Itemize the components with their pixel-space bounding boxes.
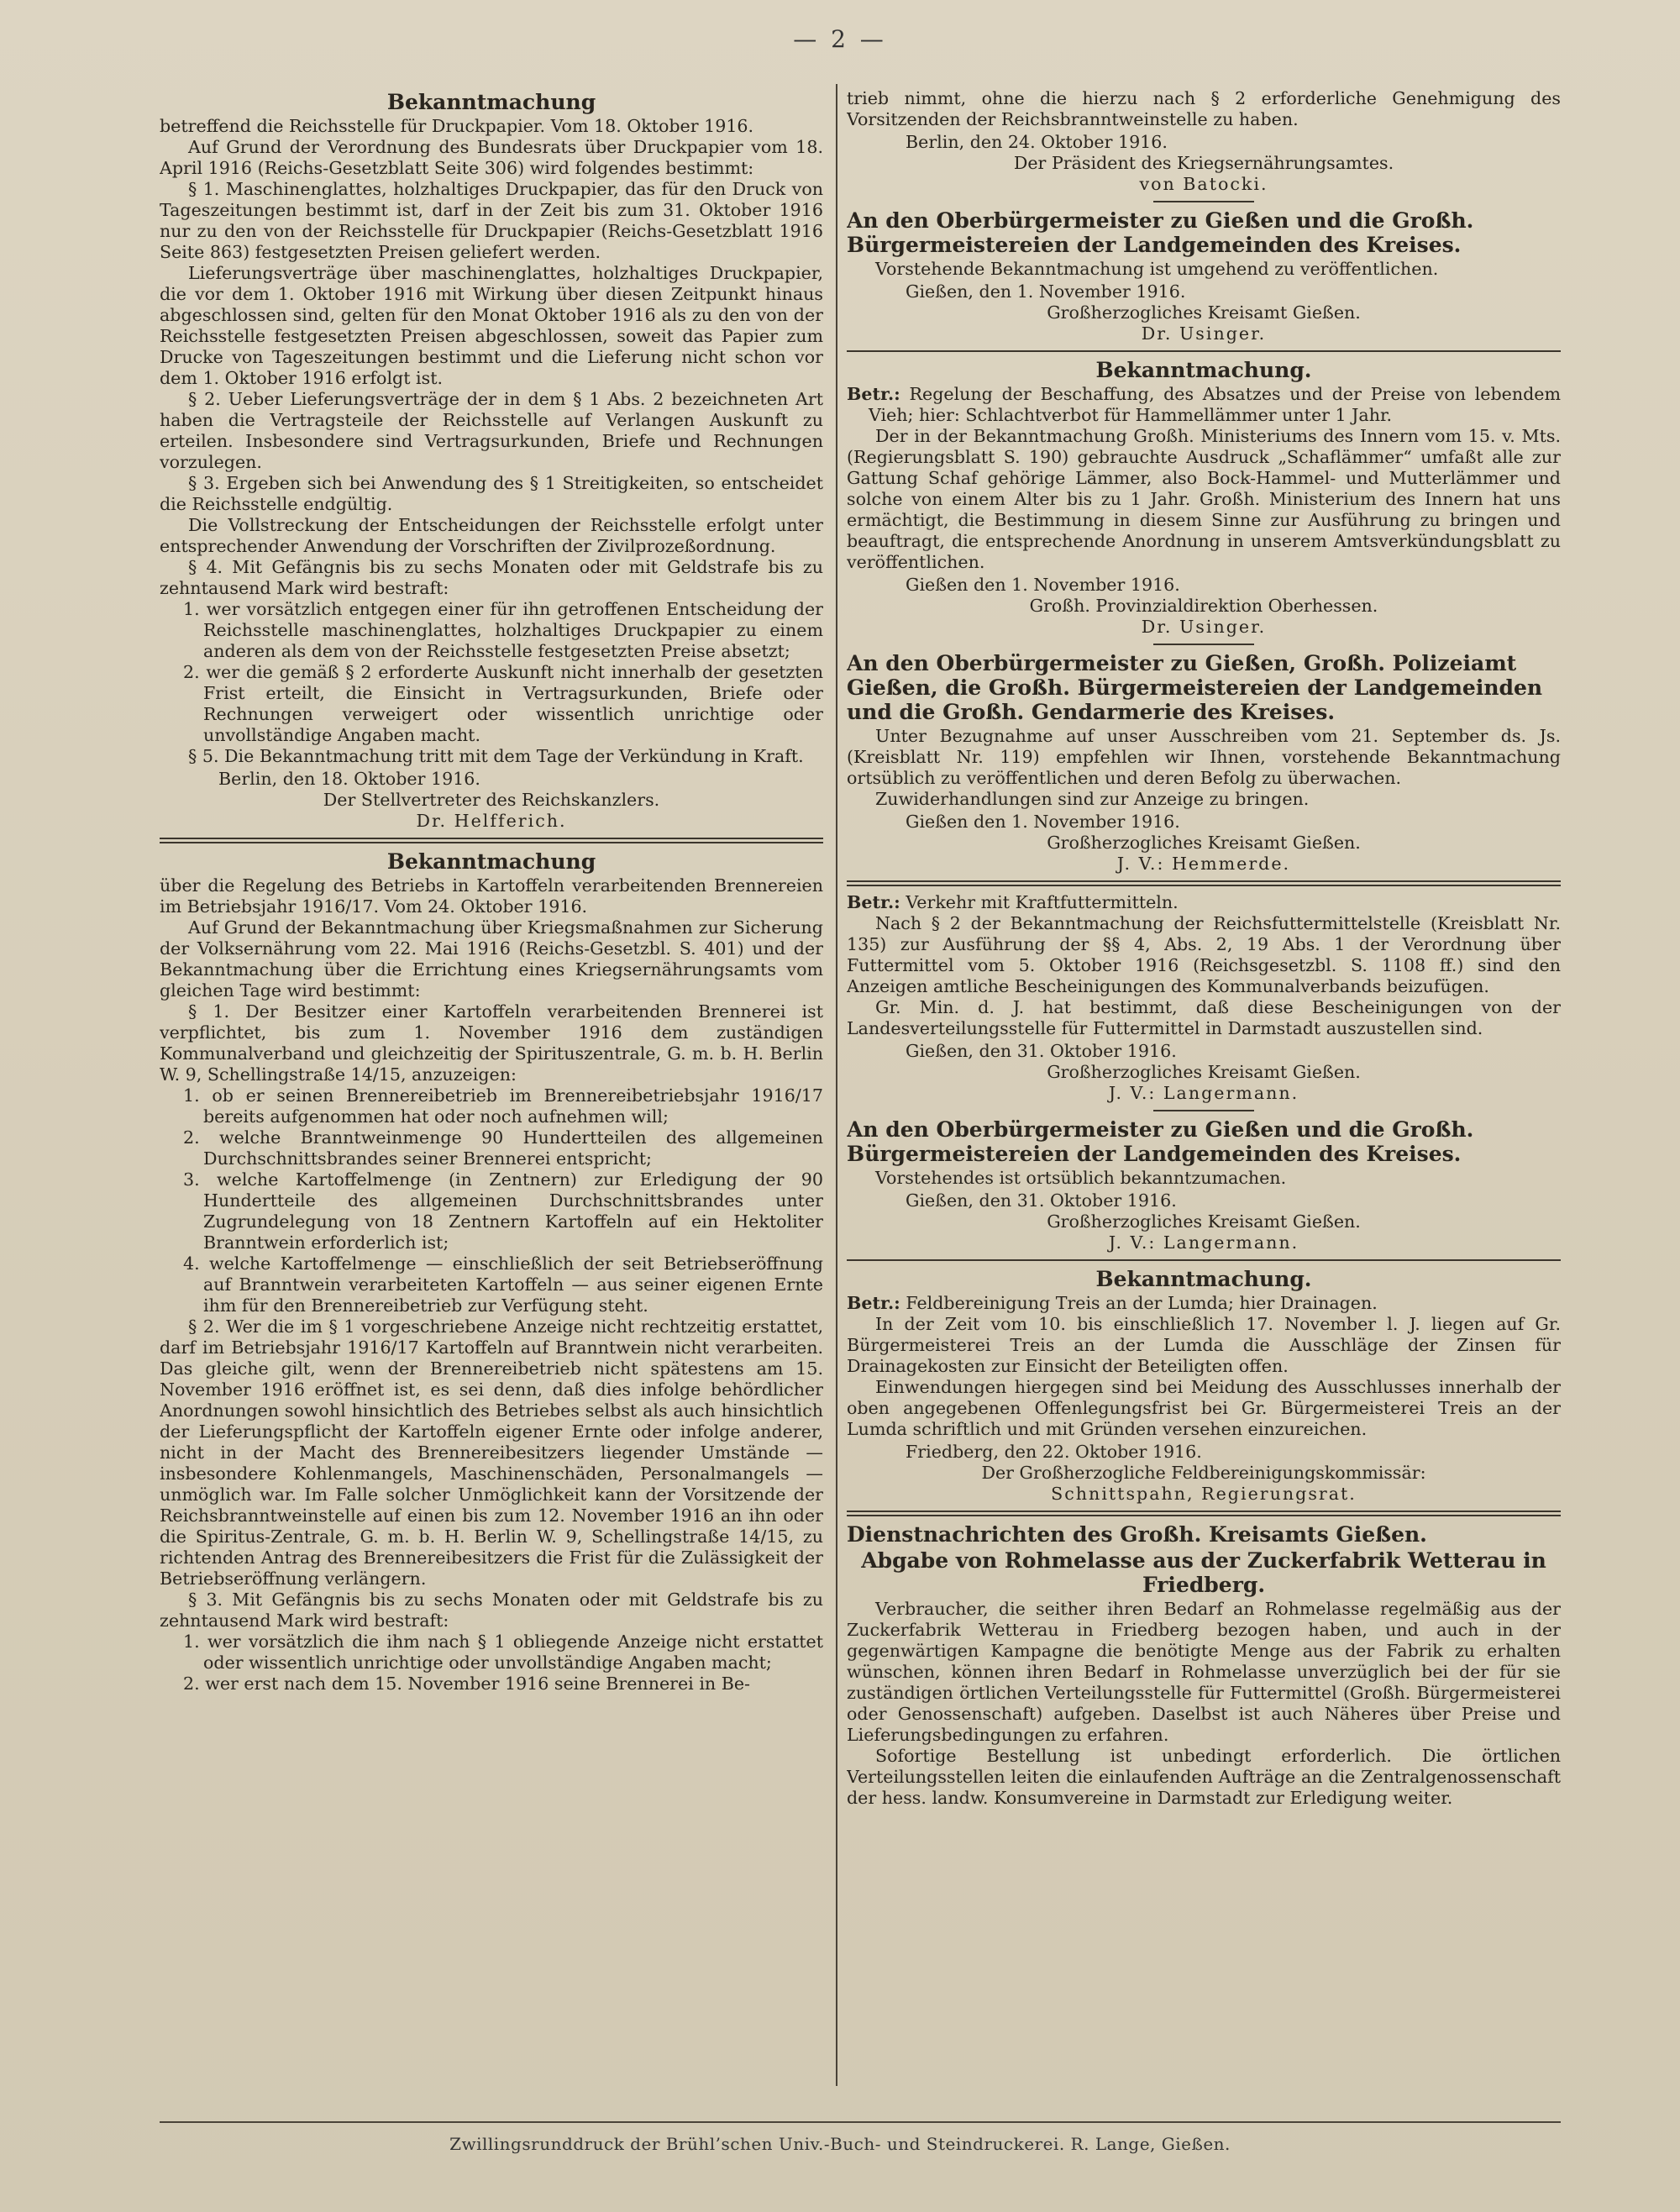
- right-column: [847, 88, 1561, 2090]
- notice-subtitle: betreffend die Reichsstelle für Druckpapier. Vom 18. Oktober 1916.: [160, 116, 754, 136]
- signature-name: Schnittspahn, Regierungsrat.: [1051, 1484, 1357, 1504]
- page-number: — 2 —: [793, 25, 887, 53]
- signature-name: Dr. Helfferich.: [416, 811, 567, 831]
- notice-drainagen: [847, 1267, 1561, 1505]
- paragraph: Sofortige Bestellung ist unbedingt erforderlich. Die örtlichen Verteilungsstellen leiten die einlaufenden Aufträge an die Zentralgenossenschaft der hess. landw. Konsumvereine in Darmstadt zur Erledigung weiter.: [847, 1746, 1561, 1808]
- address-title: An den Oberbürgermeister zu Gießen, Großh. Polizeiamt Gießen, die Großh. Bürgermeistereien der Landgemeinden und die Großh. Gendarmerie des Kreises.: [847, 651, 1543, 724]
- list-item: 2. wer die gemäß § 2 erforderte Auskunft nicht innerhalb der gesetzten Frist erteilt, die Einsicht in Vertragsurkunden, Briefe oder Rechnungen verweigert oder wissentlich unrichtige oder unvollständige Angaben macht.: [183, 662, 823, 745]
- list-item: 2. wer erst nach dem 15. November 1916 seine Brennerei in Be-: [183, 1673, 750, 1694]
- paragraph: § 1. Maschinenglattes, holzhaltiges Druckpapier, das für den Druck von Tageszeitungen bestimmt ist, darf in der Zeit bis zum 31. Oktober 1916 nur zu den von der Reichsstelle für Druckpapier (Reichs-Gesetzblatt 1916 Seite 863) festgesetzten Preisen geliefert werden.: [160, 179, 823, 262]
- section-divider: [160, 838, 823, 843]
- address-a1: [847, 208, 1561, 344]
- address-a3: [847, 1117, 1561, 1253]
- signature-name: J. V.: Hemmerde.: [1116, 854, 1291, 874]
- betreff: [847, 892, 1561, 913]
- address-a2: [847, 651, 1561, 875]
- notice-continuation: [847, 88, 1561, 195]
- place-date: Berlin, den 18. Oktober 1916.: [218, 769, 480, 789]
- betreff: [847, 1293, 1561, 1314]
- signature-name: Dr. Usinger.: [1141, 323, 1267, 344]
- paragraph: Unter Bezugnahme auf unser Ausschreiben vom 21. September ds. Js. (Kreisblatt Nr. 119) empfehlen wir Ihnen, vorstehende Bekanntmachung ortsüblich zu veröffentlichen und deren Befolg zu überwachen.: [847, 726, 1561, 788]
- betreff-text: Regelung der Beschaffung, des Absatzes und der Preise von lebendem Vieh; hier: Schlachtverbot für Hammellämmer unter 1 Jahr.: [869, 384, 1561, 425]
- notice-title: Bekanntmachung: [386, 849, 596, 874]
- paragraph: § 3. Mit Gefängnis bis zu sechs Monaten oder mit Geldstrafe bis zu zehntausend Mark wird bestraft:: [160, 1589, 823, 1631]
- list-item: 3. welche Kartoffelmenge (in Zentnern) zur Erledigung der 90 Hundertteile des allgemeinen Durchschnittsbrandes unter Zugrundelegung von 18 Zentnern Kartoffeln auf ein Hektoliter Branntwein erforderlich ist;: [183, 1169, 823, 1253]
- betreff-text: Verkehr mit Kraftfuttermitteln.: [906, 892, 1179, 912]
- place-date: Gießen, den 1. November 1916.: [906, 281, 1186, 302]
- paragraph: Vorstehende Bekanntmachung ist umgehend zu veröffentlichen.: [875, 259, 1439, 279]
- betreff-label: Betr.:: [847, 384, 900, 404]
- place-date: Gießen, den 31. Oktober 1916.: [906, 1190, 1177, 1211]
- paragraph: Die Vollstreckung der Entscheidungen der Reichsstelle erfolgt unter entsprechender Anwendung der Vorschriften der Zivilprozeßordnung.: [160, 515, 823, 556]
- signature-name: J. V.: Langermann.: [1108, 1232, 1299, 1253]
- paragraph: Zuwiderhandlungen sind zur Anzeige zu bringen.: [875, 789, 1310, 809]
- left-column: [160, 88, 823, 2090]
- signature-title: Großherzogliches Kreisamt Gießen.: [1047, 1211, 1361, 1232]
- signature-title: Der Präsident des Kriegsernährungsamtes.: [1013, 153, 1394, 173]
- place-date: Berlin, den 24. Oktober 1916.: [906, 132, 1168, 152]
- paragraph: Lieferungsverträge über maschinenglattes, holzhaltiges Druckpapier, die vor dem 1. Oktober 1916 mit Wirkung über diesen Zeitpunkt hinaus abgeschlossen sind, gelten für den Monat Oktober 1916 als zu den von der Reichsstelle festgesetzten Preisen abgeschlossen, soweit das Papier zum Drucke von Tageszeitungen bestimmt und die Lieferung nicht schon vor dem 1. Oktober 1916 erfolgt ist.: [160, 263, 823, 388]
- address-title: An den Oberbürgermeister zu Gießen und die Großh. Bürgermeistereien der Landgemeinden des Kreises.: [847, 208, 1474, 257]
- paragraph: Gr. Min. d. J. hat bestimmt, daß diese Bescheinigungen von der Landesverteilungsstelle für Futtermittel in Darmstadt auszustellen sind.: [847, 997, 1561, 1038]
- column-divider: [836, 84, 837, 2086]
- notice-title: Bekanntmachung.: [1095, 358, 1312, 382]
- paragraph: Auf Grund der Verordnung des Bundesrats über Druckpapier vom 18. April 1916 (Reichs-Gesetzblatt Seite 306) wird folgendes bestimmt:: [160, 137, 823, 178]
- place-date: Gießen, den 31. Oktober 1916.: [906, 1041, 1177, 1061]
- list-item: 4. welche Kartoffelmenge — einschließlich der seit Betriebseröffnung auf Branntwein verarbeiteten Kartoffeln — aus seiner eigenen Ernte ihm für den Brennereibetrieb zur Verfügung steht.: [183, 1253, 823, 1316]
- notice-title: Bekanntmachung: [386, 90, 596, 114]
- notice-title: Bekanntmachung.: [1095, 1267, 1312, 1291]
- signature-title: Großherzogliches Kreisamt Gießen.: [1047, 1062, 1361, 1082]
- paragraph: § 4. Mit Gefängnis bis zu sechs Monaten oder mit Geldstrafe bis zu zehntausend Mark wird bestraft:: [160, 557, 823, 598]
- signature-title: Großherzogliches Kreisamt Gießen.: [1047, 302, 1361, 323]
- footer-divider: [160, 2121, 1561, 2123]
- signature-title: Der Großherzogliche Feldbereinigungskommissär:: [981, 1463, 1426, 1483]
- list-item: 1. wer vorsätzlich die ihm nach § 1 obliegende Anzeige nicht erstattet oder wissentlich unrichtige oder unvollständige Angaben macht;: [183, 1631, 823, 1673]
- dienstnachrichten: [847, 1522, 1561, 1809]
- notice-brennereien: [160, 849, 823, 1694]
- notice-vieh: [847, 358, 1561, 638]
- place-date: Friedberg, den 22. Oktober 1916.: [906, 1442, 1202, 1462]
- paragraph: § 2. Wer die im § 1 vorgeschriebene Anzeige nicht rechtzeitig erstattet, darf im Betriebsjahr 1916/17 Kartoffeln auf Branntwein nicht verarbeiten. Das gleiche gilt, wenn der Brennereibetrieb nicht spätestens am 15. November 1916 eröffnet ist, es sei denn, daß dies infolge behördlicher Anordnungen sowohl hinsichtlich des Betriebes selbst als auch hinsichtlich der Lieferungspflicht der Kartoffeln eigener Ernte oder infolge anderer, nicht in der Macht des Brennereibesitzers liegender Umstände — insbesondere Kohlenmangels, Maschinenschäden, Personalmangels — unmöglich war. Im Falle solcher Unmöglichkeit kann der Vorsitzende der Reichsbranntweinstelle auf einen bis zum 12. November 1916 an ihn oder die Spiritus-Zentrale, G. m. b. H. Berlin W. 9, Schellingstraße 14/15, zu richtenden Antrag des Brennereibesitzers die Frist für die Zulässigkeit der Betriebseröffnung verlängern.: [160, 1316, 823, 1589]
- signature-title: Großherzogliches Kreisamt Gießen.: [1047, 833, 1361, 853]
- betreff: [847, 384, 1561, 426]
- section-divider: [847, 1511, 1561, 1516]
- section-divider: [847, 350, 1561, 352]
- section-divider: [847, 880, 1561, 886]
- paragraph: Der in der Bekanntmachung Großh. Ministeriums des Innern vom 15. v. Mts. (Regierungsblatt S. 190) gebrauchte Ausdruck „Schaflämmer“ umfaßt alle zur Gattung Schaf gehörige Lämmer, also Bock-Hammel- und Mutterlämmer und solche von einem Alter bis zu 1 Jahr. Großh. Ministerium des Innern hat uns ermächtigt, die Bestimmung in diesem Sinne zur Ausführung zu bringen und beauftragt, die entsprechende Anordnung in unserem Amtsverkündungsblatt zu veröffentlichen.: [847, 426, 1561, 572]
- short-divider: [1153, 644, 1254, 645]
- printer-imprint: Zwillingsrunddruck der Brühl’schen Univ.-Buch- und Steindruckerei. R. Lange, Gießen.: [449, 2134, 1231, 2154]
- list-item: 1. ob er seinen Brennereibetrieb im Brennereibetriebsjahr 1916/17 bereits aufgenommen hat oder noch aufnehmen will;: [183, 1085, 823, 1127]
- notice-kraftfutter: [847, 892, 1561, 1104]
- section-divider: [847, 1259, 1561, 1261]
- paragraph: trieb nimmt, ohne die hierzu nach § 2 erforderliche Genehmigung des Vorsitzenden der Reichsbranntweinstelle zu haben.: [847, 88, 1561, 129]
- paragraph: In der Zeit vom 10. bis einschließlich 17. November l. J. liegen auf Gr. Bürgermeisterei Treis an der Lumda die Ausschläge der Zinsen für Drainagekosten zur Einsicht der Beteiligten offen.: [847, 1314, 1561, 1376]
- signature-name: J. V.: Langermann.: [1108, 1083, 1299, 1103]
- paragraph: Vorstehendes ist ortsüblich bekanntzumachen.: [875, 1168, 1287, 1188]
- paragraph: Auf Grund der Bekanntmachung über Kriegsmaßnahmen zur Sicherung der Volksernährung vom 22. Mai 1916 (Reichs-Gesetzbl. S. 401) und der Bekanntmachung über die Errichtung eines Kriegsernährungsamts vom gleichen Tage wird bestimmt:: [160, 917, 823, 1001]
- paragraph: Nach § 2 der Bekanntmachung der Reichsfuttermittelstelle (Kreisblatt Nr. 135) zur Ausführung der §§ 4, Abs. 2, 19 Abs. 1 der Verordnung über Futtermittel vom 5. Oktober 1916 (Reichsgesetzbl. S. 1108 ff.) sind den Anzeigen amtliche Bescheinigungen des Kommunalverbands beizufügen.: [847, 913, 1561, 996]
- section-subtitle: Abgabe von Rohmelasse aus der Zuckerfabrik Wetterau in Friedberg.: [861, 1548, 1546, 1597]
- address-title: An den Oberbürgermeister zu Gießen und die Großh. Bürgermeistereien der Landgemeinden des Kreises.: [847, 1117, 1474, 1166]
- list-item: 1. wer vorsätzlich entgegen einer für ihn getroffenen Entscheidung der Reichsstelle maschinenglattes, holzhaltiges Druckpapier zu einem anderen als dem von der Reichsstelle festgesetzten Preise absetzt;: [183, 599, 823, 661]
- signature-name: Dr. Usinger.: [1141, 617, 1267, 637]
- list-item: 2. welche Branntweinmenge 90 Hundertteilen des allgemeinen Durchschnittsbrandes seiner Brennerei entspricht;: [183, 1127, 823, 1169]
- section-title: Dienstnachrichten des Großh. Kreisamts Gießen.: [847, 1522, 1427, 1547]
- notice-druckpapier: [160, 90, 823, 832]
- betreff-label: Betr.:: [847, 892, 900, 912]
- signature-name: von Batocki.: [1139, 174, 1268, 194]
- short-divider: [1153, 1110, 1254, 1111]
- place-date: Gießen den 1. November 1916.: [906, 812, 1180, 832]
- paragraph: § 1. Der Besitzer einer Kartoffeln verarbeitenden Brennerei ist verpflichtet, bis zum 1. November 1916 dem zuständigen Kommunalverband und gleichzeitig der Spirituszentrale, G. m. b. H. Berlin W. 9, Schellingstraße 14/15, anzuzeigen:: [160, 1001, 823, 1085]
- signature-title: Der Stellvertreter des Reichskanzlers.: [323, 790, 660, 810]
- paragraph: Verbraucher, die seither ihren Bedarf an Rohmelasse regelmäßig aus der Zuckerfabrik Wetterau in Friedberg bezogen haben, und auch in der gegenwärtigen Kampagne die benötigte Menge aus der Fabrik zu erhalten wünschen, können ihren Bedarf in Rohmelasse unverzüglich bei der für sie zuständigen örtlichen Verteilungsstelle für Futtermittel (Großh. Bürgermeisterei oder Genossenschaft) aufgeben. Daselbst ist auch Näheres über Preise und Lieferungsbedingungen zu erfahren.: [847, 1599, 1561, 1745]
- signature-title: Großh. Provinzialdirektion Oberhessen.: [1029, 596, 1378, 616]
- short-divider: [1153, 201, 1254, 202]
- notice-subtitle: über die Regelung des Betriebs in Kartoffeln verarbeitenden Brennereien im Betriebsjahr 1916/17. Vom 24. Oktober 1916.: [160, 875, 823, 917]
- place-date: Gießen den 1. November 1916.: [906, 575, 1180, 595]
- paragraph: § 2. Ueber Lieferungsverträge der in dem § 1 Abs. 2 bezeichneten Art haben die Vertragsteile der Reichsstelle auf Verlangen Auskunft zu erteilen. Insbesondere sind Vertragsurkunden, Briefe und Rechnungen vorzulegen.: [160, 389, 823, 472]
- betreff-text: Feldbereinigung Treis an der Lumda; hier Drainagen.: [906, 1293, 1378, 1313]
- paragraph: § 5. Die Bekanntmachung tritt mit dem Tage der Verkündung in Kraft.: [188, 746, 804, 766]
- paragraph: Einwendungen hiergegen sind bei Meidung des Ausschlusses innerhalb der oben angegebenen Offenlegungsfrist bei Gr. Bürgermeisterei Treis an der Lumda schriftlich und mit Gründen versehen einzureichen.: [847, 1377, 1561, 1439]
- betreff-label: Betr.:: [847, 1293, 900, 1313]
- paragraph: § 3. Ergeben sich bei Anwendung des § 1 Streitigkeiten, so entscheidet die Reichsstelle endgültig.: [160, 473, 823, 514]
